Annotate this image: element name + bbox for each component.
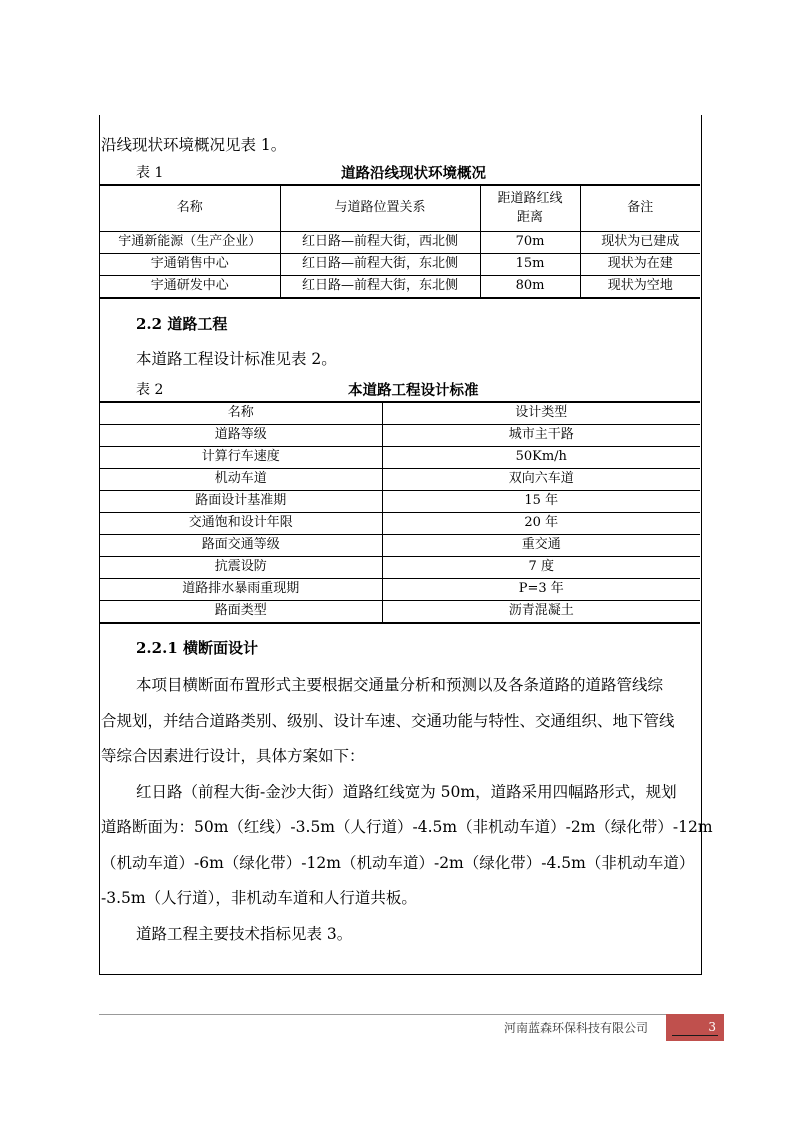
- table-row: [100, 579, 700, 601]
- table-cell: 重交通: [382, 535, 700, 557]
- table-cell: 80m: [480, 276, 580, 299]
- table-row: [100, 447, 700, 469]
- table2-label: 表 2: [136, 382, 164, 398]
- table-cell: 70m: [480, 232, 580, 254]
- table-cell: 路面交通等级: [100, 535, 382, 557]
- page-number-box: [666, 1014, 724, 1041]
- table-row: [100, 232, 700, 254]
- page-number: 3: [708, 1020, 716, 1034]
- table-row: [100, 535, 700, 557]
- table-cell: 红日路—前程大街，东北侧: [280, 276, 480, 299]
- table-cell: 机动车道: [100, 469, 382, 491]
- table1-header-name: 名称: [100, 185, 280, 232]
- para1-line: 合规划，并结合道路类别、级别、设计车速、交通功能与特性、交通组织、地下管线: [101, 712, 675, 730]
- table-row: [100, 491, 700, 513]
- table-cell: 宇通研发中心: [100, 276, 280, 299]
- para2-line: -3.5m（人行道），非机动车道和人行道共板。: [101, 889, 417, 907]
- table1-title: 道路沿线现状环境概况: [341, 166, 486, 182]
- table-cell: 50Km/h: [382, 447, 700, 469]
- para2-line: （机动车道）-6m（绿化带）-12m（机动车道）-2m（绿化带）-4.5m（非机动车道）: [101, 854, 695, 872]
- table-cell: 计算行车速度: [100, 447, 382, 469]
- table-cell: 现状为在建: [580, 254, 700, 276]
- para1-line: 等综合因素进行设计，具体方案如下：: [101, 747, 365, 765]
- page-number-underline: [672, 1035, 718, 1036]
- table1-header-row: [100, 185, 700, 232]
- table-cell: 路面类型: [100, 601, 382, 624]
- table-cell: 道路等级: [100, 425, 382, 447]
- table-cell: 城市主干路: [382, 425, 700, 447]
- table-cell: 15 年: [382, 491, 700, 513]
- footer-company: 河南蓝森环保科技有限公司: [504, 1021, 649, 1035]
- table2-header-name: 名称: [100, 402, 382, 425]
- table2-header-type: 设计类型: [382, 402, 700, 425]
- table-row: [100, 276, 700, 299]
- table2: [100, 401, 700, 624]
- table-cell: 路面设计基准期: [100, 491, 382, 513]
- table-row: [100, 469, 700, 491]
- table-row: [100, 513, 700, 535]
- para2-line: 道路断面为：50m（红线）-3.5m（人行道）-4.5m（非机动车道）-2m（绿化带）-12m: [101, 818, 713, 836]
- table-row: [100, 254, 700, 276]
- table-cell: 现状为已建成: [580, 232, 700, 254]
- table1-header-distance-line1: 距道路红线: [497, 190, 563, 206]
- para1-line: 本项目横断面布置形式主要根据交通量分析和预测以及各条道路的道路管线综: [136, 676, 664, 694]
- table1-header-relation: 与道路位置关系: [280, 185, 480, 232]
- table1-header-distance-line2: 距离: [516, 209, 543, 225]
- para3: 道路工程主要技术指标见表 3。: [136, 925, 353, 943]
- table-cell: 双向六车道: [382, 469, 700, 491]
- table-cell: 红日路—前程大街，西北侧: [280, 232, 480, 254]
- table-cell: 沥青混凝土: [382, 601, 700, 624]
- section-2-2-1-heading: 2.2.1 横断面设计: [136, 639, 258, 657]
- table-cell: 宇通销售中心: [100, 254, 280, 276]
- table-cell: 20 年: [382, 513, 700, 535]
- table-cell: 15m: [480, 254, 580, 276]
- table-row: [100, 557, 700, 579]
- table-cell: 7 度: [382, 557, 700, 579]
- table-cell: 道路排水暴雨重现期: [100, 579, 382, 601]
- footer-divider: [99, 1014, 724, 1015]
- table1-label: 表 1: [136, 165, 164, 181]
- table-cell: 抗震设防: [100, 557, 382, 579]
- table-row: [100, 601, 700, 624]
- table1-header-distance: [480, 185, 580, 232]
- table1-header-remark: 备注: [580, 185, 700, 232]
- table2-header-row: [100, 402, 700, 425]
- section-2-2-heading: 2.2 道路工程: [136, 315, 228, 333]
- table-cell: 红日路—前程大街，东北侧: [280, 254, 480, 276]
- table2-title: 本道路工程设计标准: [348, 383, 479, 399]
- table-cell: P=3 年: [382, 579, 700, 601]
- table-cell: 交通饱和设计年限: [100, 513, 382, 535]
- section-2-2-text: 本道路工程设计标准见表 2。: [136, 350, 337, 368]
- para2-line: 红日路（前程大街-金沙大街）道路红线宽为 50m，道路采用四幅路形式，规划: [136, 783, 677, 801]
- table1: [100, 184, 700, 299]
- table-row: [100, 425, 700, 447]
- intro-text: 沿线现状环境概况见表 1。: [101, 136, 287, 154]
- table-cell: 现状为空地: [580, 276, 700, 299]
- table-cell: 宇通新能源（生产企业）: [100, 232, 280, 254]
